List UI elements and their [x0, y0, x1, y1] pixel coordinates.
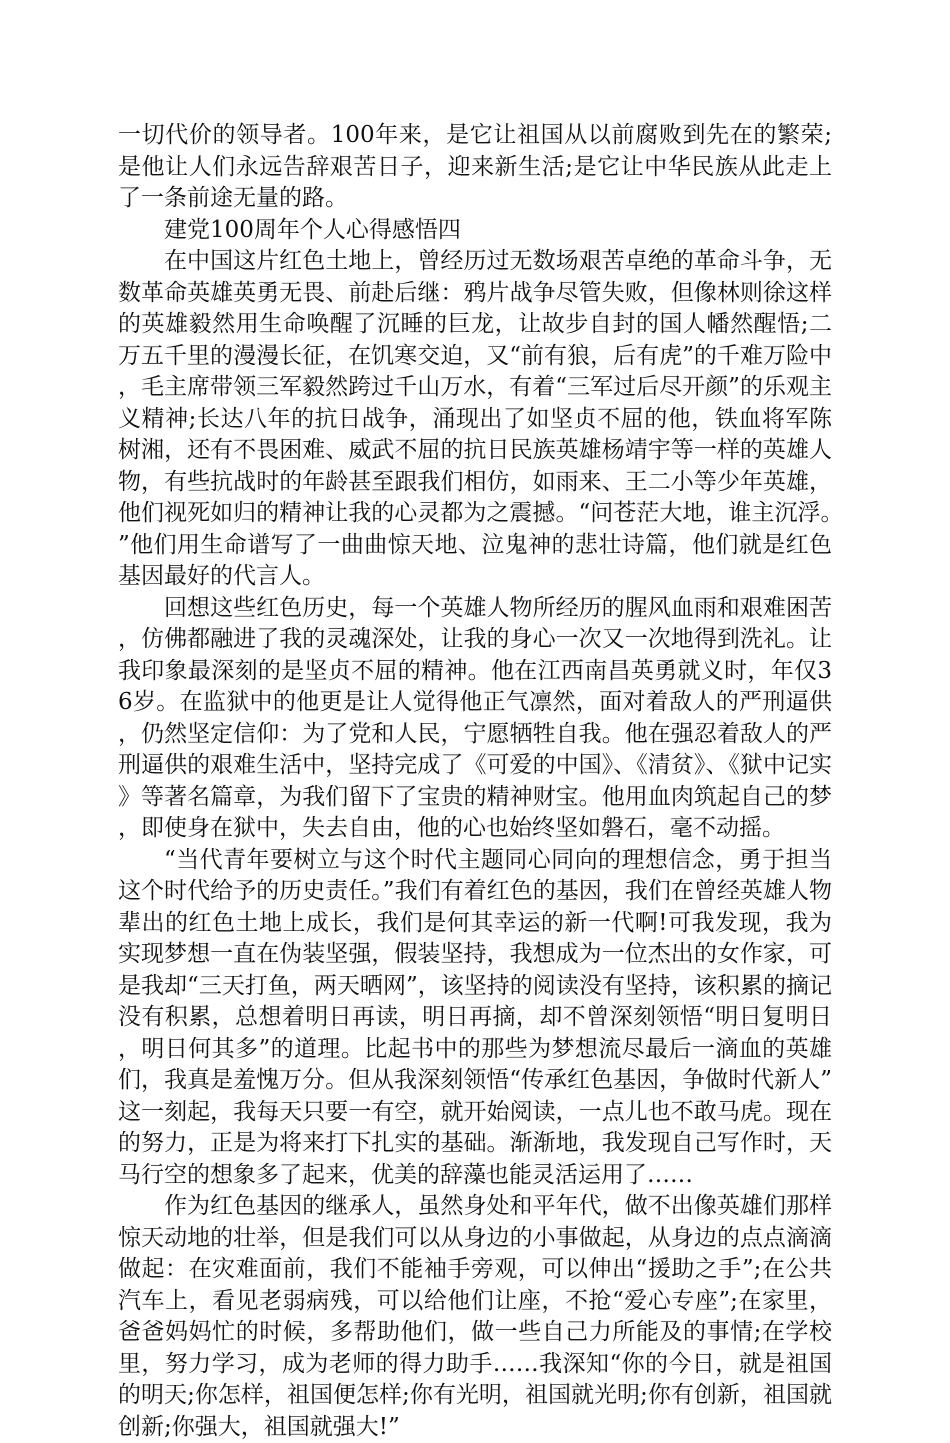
paragraph-revolution-history: 在中国这片红色土地上，曾经历过无数场艰苦卓绝的革命斗争，无数革命英雄英勇无畏、前赴后继：鸦片战争尽管失败，但像林则徐这样的英雄毅然用生命唤醒了沉睡的巨龙，让故步自封的国人幡然醒悟;二万五千里的漫漫长征，在饥寒交迫，又“前有狼，后有虎”的千难万险中，毛主席带领三军毅然跨过千山万水，有着“三军过后尽开颜”的乐观主义精神;长达八年的抗日战争，涌现出了如坚贞不屈的他，铁血将军陈树湘，还有不畏困难、威武不屈的抗日民族英雄杨靖宇等一样的英雄人物，有些抗战时的年龄甚至跟我们相仿，如雨来、王二小等少年英雄，他们视死如归的精神让我的心灵都为之震撼。“问苍茫大地，谁主沉浮。”他们用生命谱写了一曲曲惊天地、泣鬼神的悲壮诗篇，他们就是红色基因最好的代言人。 — [118, 248, 832, 589]
paragraph-red-gene-successor: 作为红色基因的继承人，虽然身处和平年代，做不出像英雄们那样惊天动地的壮举，但是我们可以从身边的小事做起，从身边的点点滴滴做起：在灾难面前，我们不能袖手旁观，可以伸出“援助之手”;在公共汽车上，看见老弱病残，可以给他们让座，不抢“爱心专座”;在家里，爸爸妈妈忙的时候，多帮助他们，做一些自己力所能及的事情;在学校里，努力学习，成为老师的得力助手……我深知“你的今日，就是祖国的明天;你怎样，祖国便怎样;你有光明，祖国就光明;你有创新，祖国就创新;你强大，祖国就强大!” — [118, 1193, 832, 1440]
document-page — [118, 120, 832, 1443]
section-heading: 建党100周年个人心得感悟四 — [164, 216, 461, 243]
paragraph-continuation: 一切代价的领导者。100年来，是它让祖国从以前腐败到先在的繁荣;是他让人们永远告辞艰苦日子，迎来新生活;是它让中华民族从此走上了一条前途无量的路。 — [118, 122, 832, 211]
paragraph-red-history-reflection: 回想这些红色历史，每一个英雄人物所经历的腥风血雨和艰难困苦，仿佛都融进了我的灵魂深处，让我的身心一次又一次地得到洗礼。让我印象最深刻的是坚贞不屈的精神。他在江西南昌英勇就义时，年仅36岁。在监狱中的他更是让人觉得他正气凛然，面对着敌人的严刑逼供，仍然坚定信仰：为了党和人民，宁愿牺牲自我。他在强忍着敌人的严刑逼供的艰难生活中，坚持完成了《可爱的中国》、《清贫》、《狱中记实》等著名篇章，为我们留下了宝贵的精神财宝。他用血肉筑起自己的梦，即使身在狱中，失去自由，他的心也始终坚如磐石，毫不动摇。 — [118, 594, 832, 841]
paragraph-youth-ideals: “当代青年要树立与这个时代主题同心同向的理想信念，勇于担当这个时代给予的历史责任。”我们有着红色的基因，我们在曾经英雄人物辈出的红色土地上成长，我们是何其幸运的新一代啊!可我发现，我为实现梦想一直在伪装坚强，假装坚持，我想成为一位杰出的女作家，可是我却“三天打鱼，两天晒网”，该坚持的阅读没有坚持，该积累的摘记没有积累，总想着明日再读，明日再摘，却不曾深刻领悟“明日复明日，明日何其多”的道理。比起书中的那些为梦想流尽最后一滴血的英雄们，我真是羞愧万分。但从我深刻领悟“传承红色基因，争做时代新人”这一刻起，我每天只要一有空，就开始阅读，一点儿也不敢马虎。现在的努力，正是为将来打下扎实的基础。渐渐地，我发现自己写作时，天马行空的想象多了起来，优美的辞藻也能灵活运用了…… — [118, 846, 832, 1188]
